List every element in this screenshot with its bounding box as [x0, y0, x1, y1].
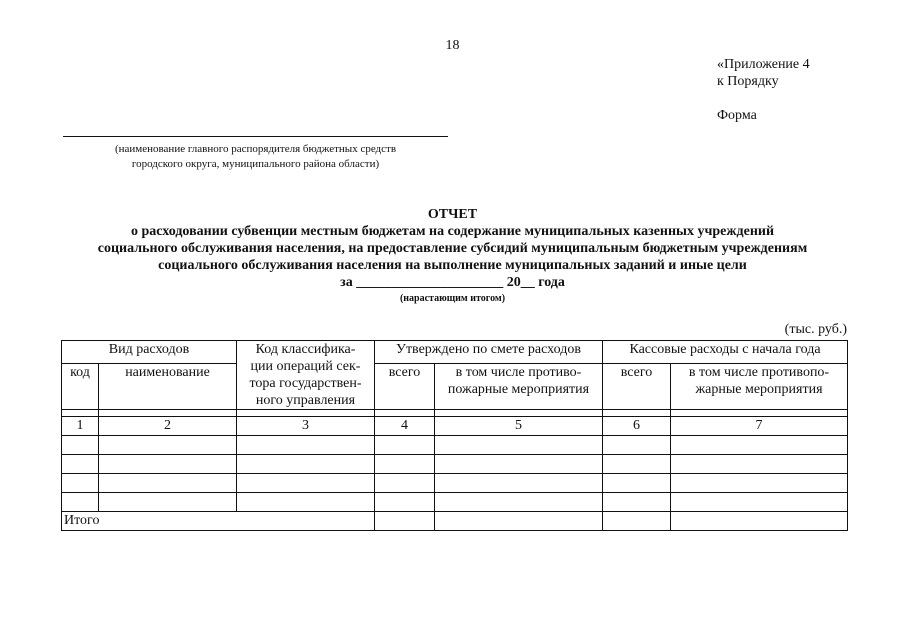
header-approved-fire-line: пожарные мероприятия: [447, 382, 590, 398]
header-cash: Кассовые расходы с начала года: [603, 341, 848, 364]
gap-cell: [375, 410, 435, 417]
table-subheader-row: [62, 364, 848, 410]
table-cell: [435, 455, 603, 474]
report-note: (нарастающим итогом): [399, 293, 506, 304]
column-number: 3: [237, 417, 375, 436]
table-cell: [671, 512, 848, 531]
column-number: 6: [603, 417, 671, 436]
table-cell: [435, 493, 603, 512]
total-row: [62, 512, 848, 531]
appendix-reference: [717, 56, 810, 90]
table-cell: [603, 493, 671, 512]
header-approved-fire: [435, 364, 603, 410]
total-label: Итого: [62, 512, 375, 531]
gap-cell: [237, 410, 375, 417]
report-title-line-2: социального обслуживания населения, на предоставление субсидий муниципальным бюджетным учреждениям: [97, 241, 808, 256]
table-cell: [99, 436, 237, 455]
table-header-row: [62, 341, 848, 364]
table-cell: [375, 493, 435, 512]
table-cell: [375, 512, 435, 531]
table-cell: [435, 474, 603, 493]
table-cell: [237, 436, 375, 455]
header-classification-line: ного управления: [255, 393, 356, 408]
header-classification-line: ции операций сек-: [250, 359, 361, 374]
table-row: [62, 493, 848, 512]
column-number: 2: [99, 417, 237, 436]
table-cell: [237, 455, 375, 474]
table-cell: [62, 493, 99, 512]
organization-caption-line-2: городского округа, муниципального района области): [131, 158, 380, 170]
table-cell: [435, 512, 603, 531]
header-classification: [237, 341, 375, 410]
table-cell: [99, 493, 237, 512]
report-table: [61, 340, 848, 531]
table-cell: [435, 436, 603, 455]
report-title-line-1: о расходовании субвенции местным бюджетам на содержание муниципальных казенных учреждений: [130, 224, 775, 239]
page-number: 18: [445, 38, 460, 53]
table-cell: [603, 512, 671, 531]
appendix-line-2: к Порядку: [717, 74, 779, 89]
gap-cell: [62, 410, 99, 417]
table-cell: [375, 474, 435, 493]
column-number: 4: [375, 417, 435, 436]
gap-cell: [99, 410, 237, 417]
organization-name-line: [63, 136, 448, 137]
column-number: 5: [435, 417, 603, 436]
table-cell: [671, 474, 848, 493]
table-cell: [671, 436, 848, 455]
header-cash-fire: [671, 364, 848, 410]
column-number: 1: [62, 417, 99, 436]
table-row: [62, 474, 848, 493]
table-cell: [99, 474, 237, 493]
organization-caption-line-1: (наименование главного распорядителя бюджетных средств: [114, 143, 397, 155]
report-title-block: [50, 206, 855, 307]
table-row: [62, 436, 848, 455]
header-cash-total: всего: [603, 364, 671, 410]
table-cell: [603, 474, 671, 493]
units-label: (тыс. руб.): [784, 322, 847, 337]
table-cell: [62, 436, 99, 455]
column-number: 7: [671, 417, 848, 436]
header-cash-fire-line: в том числе противопо-: [688, 365, 830, 381]
header-approved-fire-line: в том числе противо-: [455, 365, 582, 381]
table-cell: [375, 436, 435, 455]
header-classification-line: Код классифика-: [255, 342, 356, 357]
gap-cell: [435, 410, 603, 417]
report-period: за _____________________ 20__ года: [340, 275, 565, 290]
table-cell: [375, 455, 435, 474]
table-cell: [62, 455, 99, 474]
table-row: [62, 455, 848, 474]
header-expense-type: Вид расходов: [62, 341, 237, 364]
header-classification-line: тора государствен-: [249, 376, 362, 391]
appendix-line-1: «Приложение 4: [717, 57, 810, 72]
column-number-row: [62, 417, 848, 436]
header-approved: Утверждено по смете расходов: [375, 341, 603, 364]
table-cell: [62, 474, 99, 493]
report-title-line-3: социального обслуживания населения на выполнение муниципальных заданий и иные цели: [158, 258, 747, 273]
table-cell: [603, 436, 671, 455]
gap-cell: [603, 410, 671, 417]
form-label: Форма: [717, 108, 757, 123]
header-name: наименование: [99, 364, 237, 410]
header-approved-total: всего: [375, 364, 435, 410]
report-heading: ОТЧЕТ: [427, 207, 478, 222]
header-gap-row: [62, 410, 848, 417]
table-cell: [671, 455, 848, 474]
table-cell: [237, 493, 375, 512]
table-cell: [237, 474, 375, 493]
header-cash-fire-line: жарные мероприятия: [695, 382, 823, 398]
table-cell: [671, 493, 848, 512]
table-cell: [99, 455, 237, 474]
header-code: код: [62, 364, 99, 410]
organization-caption: [63, 142, 448, 172]
table-cell: [603, 455, 671, 474]
gap-cell: [671, 410, 848, 417]
